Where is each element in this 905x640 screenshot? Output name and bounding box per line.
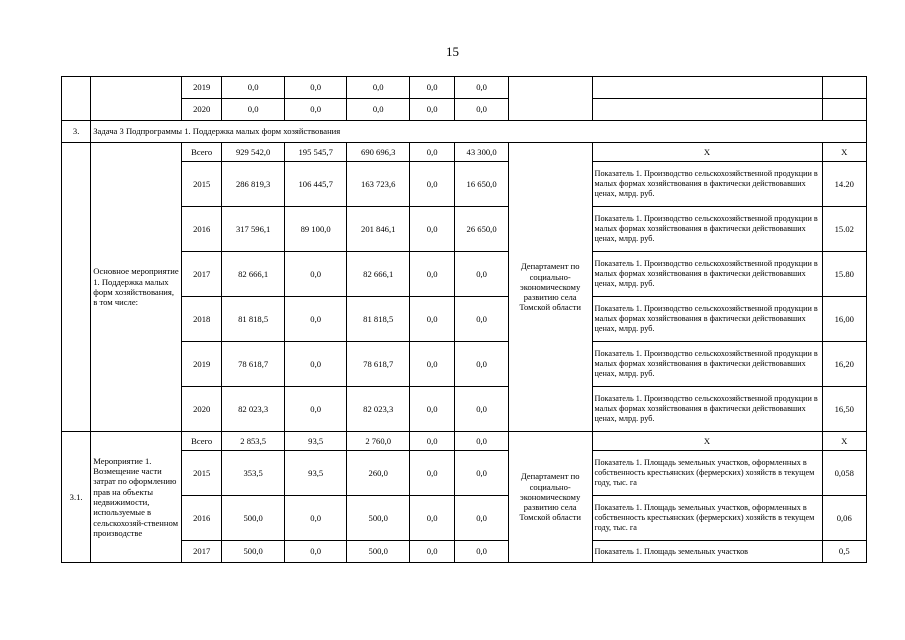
value-cell: 0,0 [409,451,454,496]
year-cell: 2017 [182,252,222,297]
indicator-cell: Показатель 1. Производство сельскохозяйственной продукции в малых формах хозяйствования в фактически действовавших ценах, млрд. руб. [592,207,822,252]
value-cell: 93,5 [284,451,347,496]
value-cell: 317 596,1 [222,207,285,252]
value-cell: 106 445,7 [284,162,347,207]
value-cell: 929 542,0 [222,143,285,162]
value-cell: 0,0 [284,99,347,121]
value-cell: 0,0 [284,77,347,99]
value-cell: 82 666,1 [347,252,410,297]
indicator-value: X [822,143,866,162]
value-cell: 0,0 [409,99,454,121]
empty-cell [822,77,866,99]
value-cell: 0,0 [409,342,454,387]
indicator-cell: Показатель 1. Производство сельскохозяйственной продукции в малых формах хозяйствования в фактически действовавших ценах, млрд. руб. [592,297,822,342]
indicator-cell: Показатель 1. Производство сельскохозяйственной продукции в малых формах хозяйствования в фактически действовавших ценах, млрд. руб. [592,162,822,207]
empty-cell [91,77,182,121]
page-number: 15 [446,44,459,59]
value-cell: 286 819,3 [222,162,285,207]
table-row [62,451,867,496]
value-cell: 0,0 [347,77,410,99]
year-cell: 2016 [182,207,222,252]
table-row [62,143,867,162]
value-cell: 0,0 [284,541,347,563]
year-cell: Всего [182,432,222,451]
value-cell: 0,0 [455,252,508,297]
year-cell: 2017 [182,541,222,563]
value-cell: 0,0 [409,252,454,297]
year-cell: 2015 [182,451,222,496]
indicator-value: 0,06 [822,496,866,541]
indicator-cell: Показатель 1. Площадь земельных участков, оформленных в собственность крестьянских (фермерских) хозяйств в текущем году, тыс. га [592,496,822,541]
value-cell: 0,0 [409,162,454,207]
table-row [62,162,867,207]
indicator-cell: Показатель 1. Площадь земельных участков, оформленных в собственность крестьянских (фермерских) хозяйств в текущем году, тыс. га [592,451,822,496]
value-cell: 0,0 [409,541,454,563]
value-cell: 0,0 [409,432,454,451]
empty-cell [592,77,822,99]
empty-cell [822,99,866,121]
value-cell: 78 618,7 [222,342,285,387]
value-cell: 0,0 [455,432,508,451]
program-table [61,76,867,563]
value-cell: 0,0 [284,297,347,342]
value-cell: 163 723,6 [347,162,410,207]
value-cell: 260,0 [347,451,410,496]
year-cell: 2019 [182,77,222,99]
indicator-cell: Показатель 1. Производство сельскохозяйственной продукции в малых формах хозяйствования в фактически действовавших ценах, млрд. руб. [592,387,822,432]
empty-cell [62,143,91,432]
value-cell: 26 650,0 [455,207,508,252]
activity-name: Основное мероприятие 1. Поддержка малых форм хозяйствования, в том числе: [91,143,182,432]
value-cell: 690 696,3 [347,143,410,162]
year-cell: 2018 [182,297,222,342]
value-cell: 0,0 [347,99,410,121]
value-cell: 0,0 [222,99,285,121]
value-cell: 500,0 [222,541,285,563]
indicator-cell: X [592,143,822,162]
value-cell: 0,0 [409,496,454,541]
year-cell: 2019 [182,342,222,387]
value-cell: 353,5 [222,451,285,496]
indicator-value: 16,20 [822,342,866,387]
table-row [62,496,867,541]
indicator-value: 16,50 [822,387,866,432]
indicator-value: 0,5 [822,541,866,563]
value-cell: 81 818,5 [347,297,410,342]
value-cell: 0,0 [284,252,347,297]
table-row [62,387,867,432]
department-cell: Департамент по социально-экономическому развитию села Томской области [508,143,592,432]
value-cell: 93,5 [284,432,347,451]
indicator-value: X [822,432,866,451]
task-number: 3. [62,121,91,143]
value-cell: 0,0 [284,387,347,432]
value-cell: 0,0 [409,207,454,252]
value-cell: 0,0 [455,496,508,541]
value-cell: 82 023,3 [222,387,285,432]
value-cell: 16 650,0 [455,162,508,207]
value-cell: 0,0 [455,387,508,432]
indicator-value: 15.80 [822,252,866,297]
department-cell: Департамент по социально-экономическому развитию села Томской области [508,432,592,563]
task-title: Задача 3 Подпрограммы 1. Поддержка малых форм хозяйствования [91,121,867,143]
value-cell: 2 853,5 [222,432,285,451]
activity-name: Мероприятие 1. Возмещение части затрат по оформлению прав на объекты недвижимости, используемые в сельскохозяй-ственном производстве [91,432,182,563]
value-cell: 43 300,0 [455,143,508,162]
value-cell: 82 023,3 [347,387,410,432]
year-cell: 2020 [182,99,222,121]
value-cell: 0,0 [409,143,454,162]
value-cell: 0,0 [455,297,508,342]
value-cell: 0,0 [409,77,454,99]
indicator-cell: X [592,432,822,451]
year-cell: 2020 [182,387,222,432]
task-row [62,121,867,143]
activity-number: 3.1. [62,432,91,563]
value-cell: 0,0 [409,387,454,432]
empty-cell [508,77,592,121]
table-row [62,297,867,342]
value-cell: 0,0 [455,541,508,563]
value-cell: 500,0 [347,541,410,563]
table-row [62,207,867,252]
indicator-cell: Показатель 1. Производство сельскохозяйственной продукции в малых формах хозяйствования в фактически действовавших ценах, млрд. руб. [592,342,822,387]
table-row [62,99,867,121]
value-cell: 0,0 [409,297,454,342]
value-cell: 0,0 [222,77,285,99]
empty-cell [62,77,91,121]
table-row [62,252,867,297]
table-row [62,342,867,387]
indicator-value: 0,058 [822,451,866,496]
year-cell: 2015 [182,162,222,207]
year-cell: 2016 [182,496,222,541]
value-cell: 81 818,5 [222,297,285,342]
value-cell: 0,0 [455,342,508,387]
indicator-value: 16,00 [822,297,866,342]
value-cell: 89 100,0 [284,207,347,252]
value-cell: 0,0 [455,451,508,496]
value-cell: 0,0 [455,77,508,99]
value-cell: 0,0 [284,496,347,541]
value-cell: 2 760,0 [347,432,410,451]
indicator-value: 14.20 [822,162,866,207]
table-row [62,432,867,451]
year-cell: Всего [182,143,222,162]
value-cell: 201 846,1 [347,207,410,252]
indicator-cell: Показатель 1. Производство сельскохозяйственной продукции в малых формах хозяйствования в фактически действовавших ценах, млрд. руб. [592,252,822,297]
table-row [62,77,867,99]
empty-cell [592,99,822,121]
value-cell: 78 618,7 [347,342,410,387]
value-cell: 500,0 [222,496,285,541]
value-cell: 0,0 [284,342,347,387]
indicator-value: 15.02 [822,207,866,252]
value-cell: 195 545,7 [284,143,347,162]
value-cell: 82 666,1 [222,252,285,297]
value-cell: 0,0 [455,99,508,121]
value-cell: 500,0 [347,496,410,541]
indicator-cell: Показатель 1. Площадь земельных участков [592,541,822,563]
table-row [62,541,867,563]
